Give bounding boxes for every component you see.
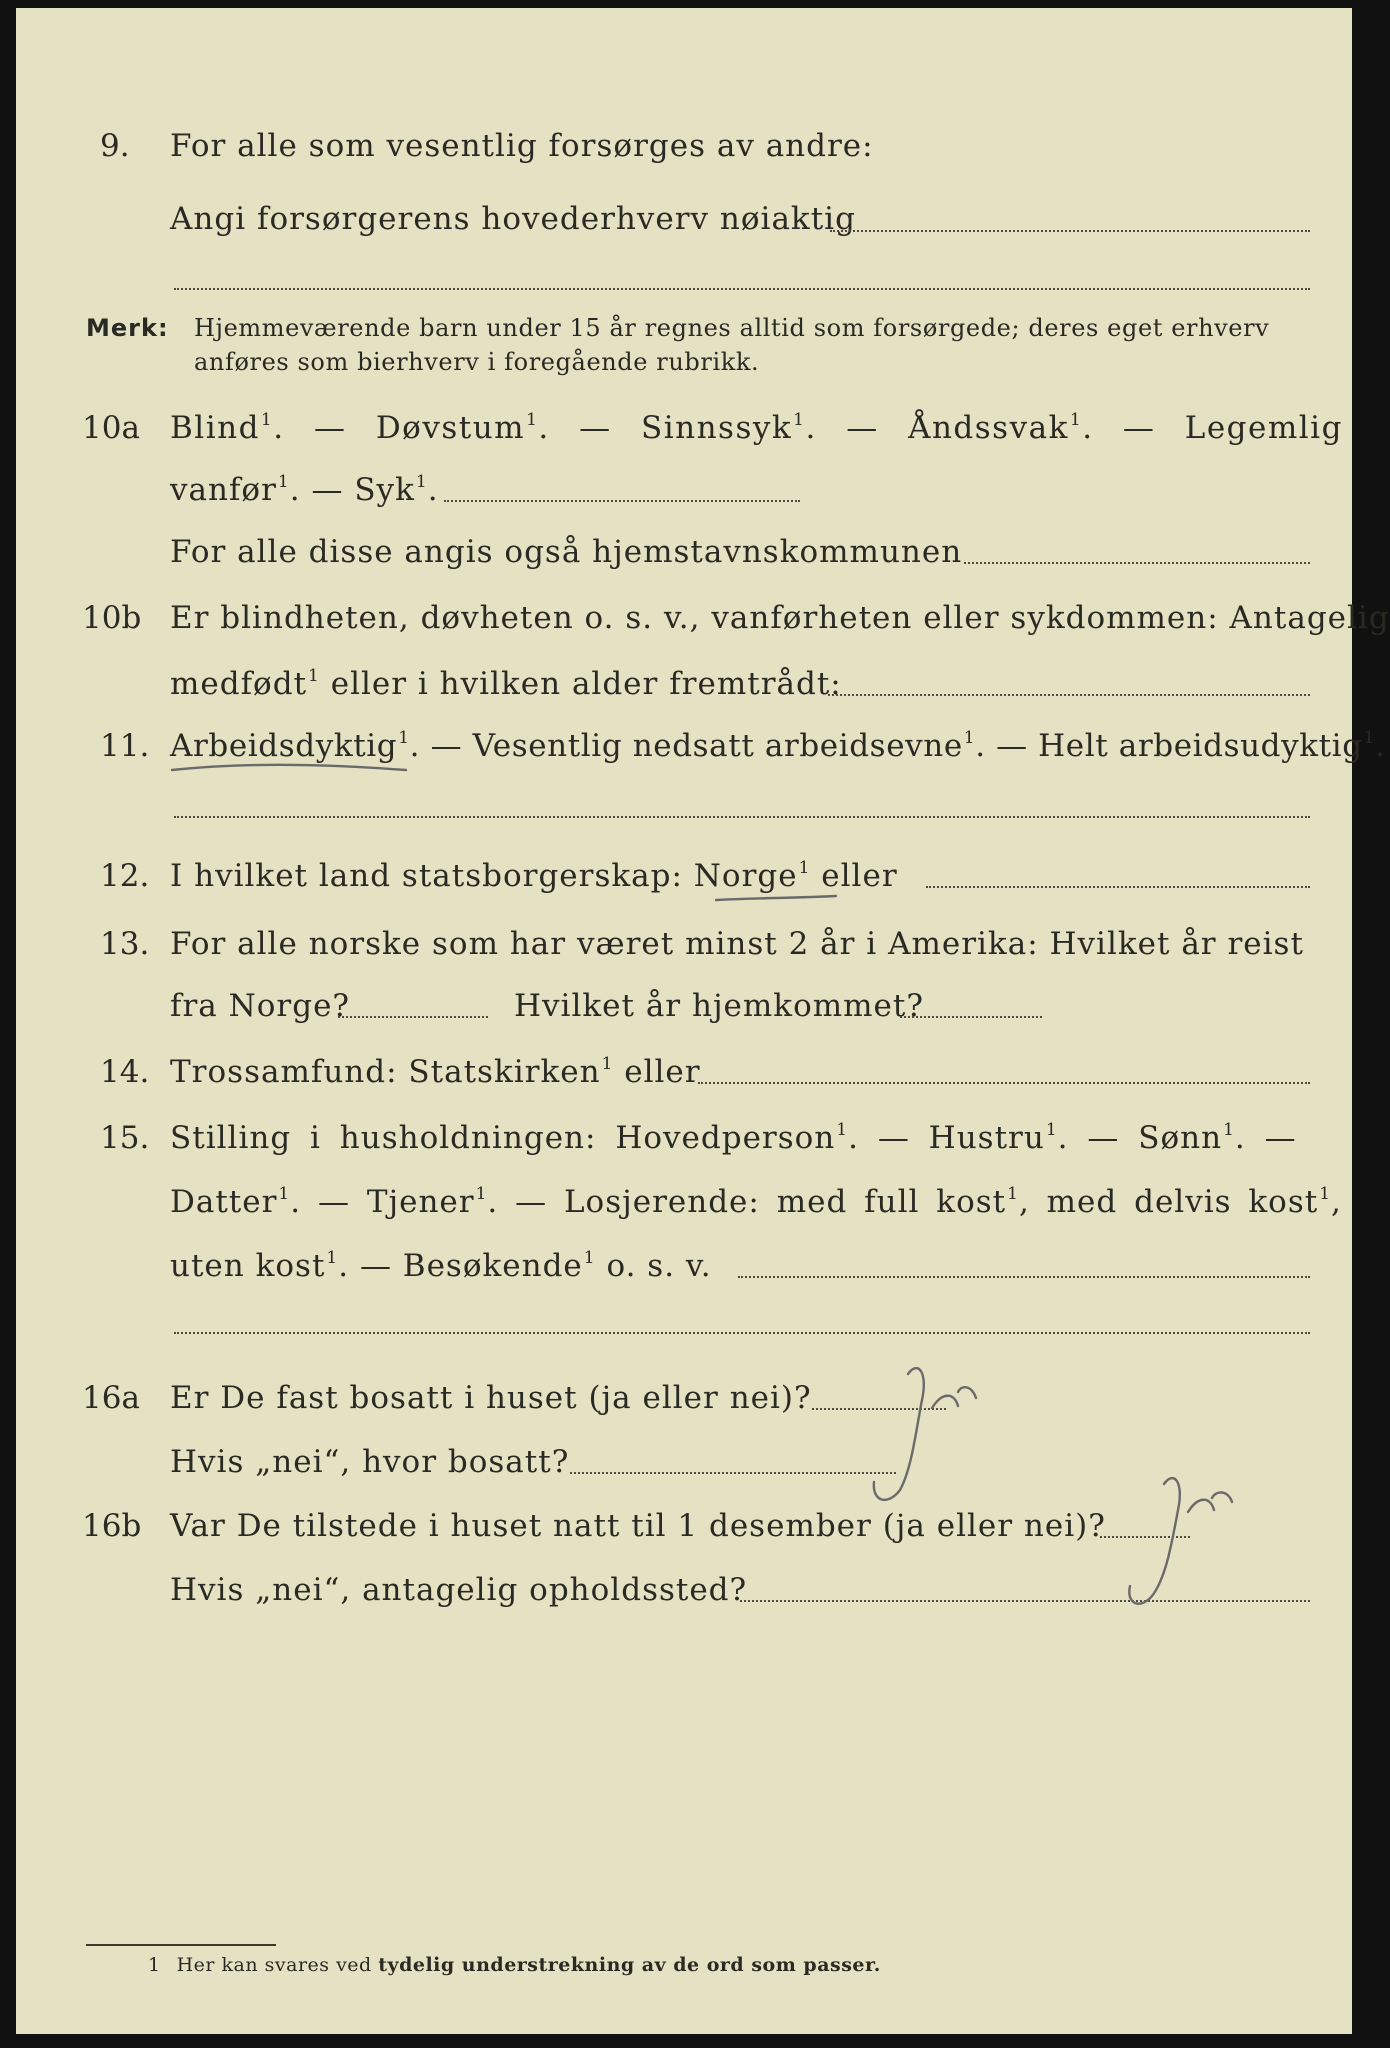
- q11-text: Arbeidsdyktig$^1$. — Vesentlig nedsatt arbeidsevne$^1$. — Helt arbeidsudyktig$^1$.: [170, 728, 1386, 764]
- q16b-text-2: Hvis „nei“, antagelig opholdssted?: [170, 1572, 748, 1608]
- q15-text: Stilling i husholdningen: Hovedperson$^1$. — Hustru$^1$. — Sønn$^1$. —: [170, 1120, 1297, 1156]
- merk-text: Hjemmeværende barn under 15 år regnes alltid som forsørgede; deres eget erhverv: [194, 314, 1270, 342]
- q10a-text: Blind$^1$. — Døvstum$^1$. — Sinnssyk$^1$. — Åndssvak$^1$. — Legemlig: [170, 410, 1343, 446]
- q13-text-2a: fra Norge?: [170, 988, 351, 1024]
- q10b-text: Er blindheten, døvheten o. s. v., vanførheten eller sykdommen: Antagelig: [170, 600, 1390, 636]
- underline-arbeidsdyktig: [172, 765, 406, 770]
- q13-answer-line: [338, 1016, 488, 1018]
- q14-number: 14.: [100, 1054, 150, 1090]
- q15-answer-line-2: [174, 1332, 1310, 1334]
- q15-text-3: uten kost$^1$. — Besøkende$^1$ o. s. v.: [170, 1248, 712, 1284]
- q16b-answer-line: [1100, 1536, 1190, 1538]
- q11-number: 11.: [100, 728, 150, 764]
- q9-text: For alle som vesentlig forsørges av andre:: [170, 128, 874, 164]
- q16a-number: 16a: [82, 1380, 140, 1416]
- q16b-text: Var De tilstede i huset natt til 1 desember (ja eller nei)?: [170, 1508, 1106, 1544]
- q10a-number: 10a: [82, 410, 140, 446]
- q13-text-2b: Hvilket år hjemkommet?: [514, 988, 924, 1024]
- q16a-answer-line-2: [570, 1472, 896, 1474]
- q10b-text-2: medfødt$^1$ eller i hvilken alder fremtrådt:: [170, 666, 842, 702]
- q14-answer-line: [698, 1082, 1310, 1084]
- q11-answer-line: [174, 816, 1310, 818]
- q9-answer-line: [830, 230, 1310, 232]
- merk-label: Merk:: [86, 314, 169, 342]
- q13-answer-line-2: [900, 1016, 1042, 1018]
- footnote-rule: [86, 1944, 276, 1946]
- q14-text: Trossamfund: Statskirken$^1$ eller: [170, 1054, 701, 1090]
- q10a-answer-line: [444, 500, 800, 502]
- q13-text: For alle norske som har været minst 2 år i Amerika: Hvilket år reist: [170, 926, 1304, 962]
- q9-text-2: Angi forsørgerens hovederhverv nøiaktig: [170, 201, 856, 237]
- footnote: 1 Her kan svares ved tydelig understrekning av de ord som passer.: [148, 1954, 881, 1976]
- q10a-answer-line-2: [964, 562, 1310, 564]
- handwritten-ja-16a: [874, 1368, 924, 1500]
- q10b-answer-line: [828, 694, 1310, 696]
- q10b-number: 10b: [82, 600, 142, 636]
- q10a-text-2: vanfør$^1$. — Syk$^1$.: [170, 472, 439, 508]
- q13-number: 13.: [100, 926, 150, 962]
- q16b-number: 16b: [82, 1508, 142, 1544]
- q16a-answer-line: [812, 1408, 946, 1410]
- q16b-answer-line-2: [740, 1600, 1310, 1602]
- q12-number: 12.: [100, 858, 150, 894]
- handwritten-ja-16b: [1129, 1478, 1180, 1604]
- underline-norge: [716, 896, 836, 900]
- census-form-page: [16, 8, 1390, 2034]
- q15-text-2: Datter$^1$. — Tjener$^1$. — Losjerende: med full kost$^1$, med delvis kost$^1$,: [170, 1184, 1342, 1220]
- q16a-text: Er De fast bosatt i huset (ja eller nei)?: [170, 1380, 812, 1416]
- merk-text-2: anføres som bierhverv i foregående rubrikk.: [194, 348, 760, 376]
- q12-answer-line: [926, 886, 1310, 888]
- q9-answer-line-2: [174, 288, 1310, 290]
- q15-number: 15.: [100, 1120, 150, 1156]
- q10a-text-3: For alle disse angis også hjemstavnskommunen: [170, 534, 963, 570]
- q9-number: 9.: [100, 128, 130, 164]
- q16a-text-2: Hvis „nei“, hvor bosatt?: [170, 1444, 570, 1480]
- q12-text: I hvilket land statsborgerskap: Norge$^1$ eller: [170, 858, 898, 894]
- q15-answer-line: [738, 1276, 1310, 1278]
